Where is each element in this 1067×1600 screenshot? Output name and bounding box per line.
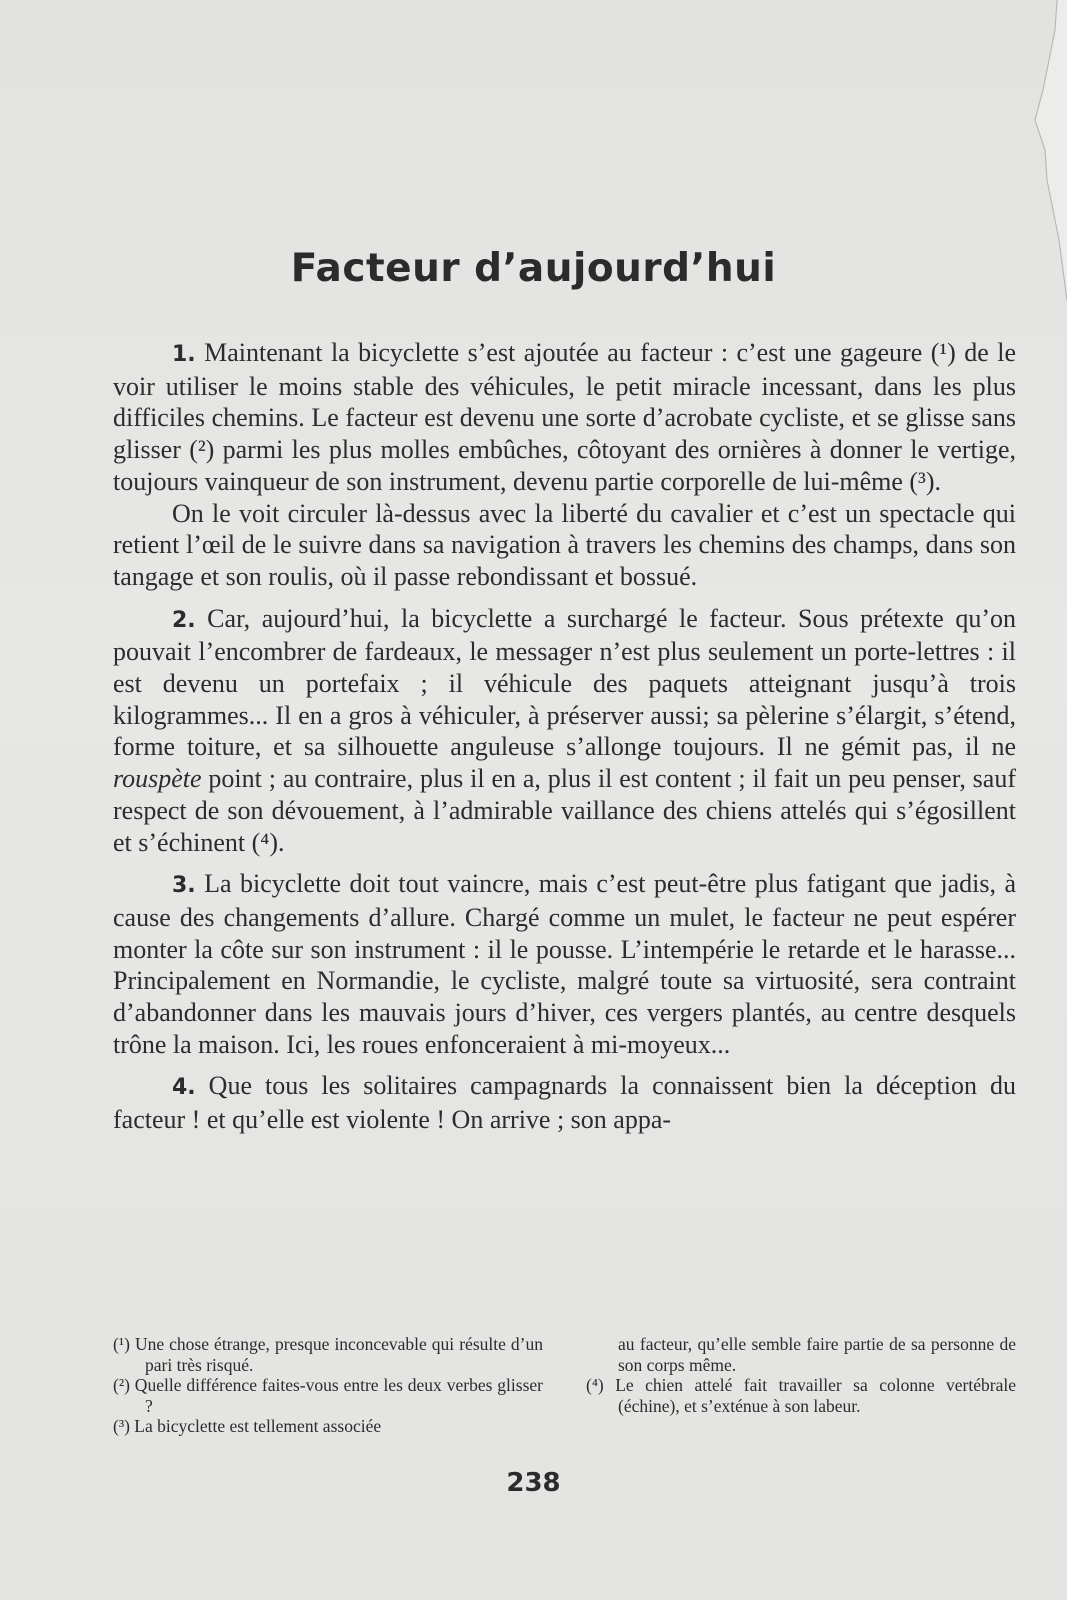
paragraph-3 [113, 868, 1016, 1060]
paragraph-number: 2. [172, 607, 196, 633]
paragraph-text: Car, aujourd’hui, la bicyclette a surchargé le facteur. Sous prétexte qu’on pouvait l’encombrer de fardeaux, le messager n’est plus seulement un porte-lettres : il est devenu un portefaix ; il véhicule des paquets atteignant jusqu’à trois kilogrammes... Il en a gros à véhiculer, à préserver aussi; sa pèlerine s’élargit, s’étend, forme toiture, et sa silhouette anguleuse s’allonge toujours. Il ne gémit pas, il ne [113, 603, 1016, 762]
footnote-1: (¹) Une chose étrange, presque inconcevable qui résulte d’un pari très risqué. [113, 1334, 543, 1375]
paragraph-text: Que tous les solitaires campagnards la connaissent bien la déception du facteur ! et qu’elle est violente ! On arrive ; son appa- [113, 1071, 1016, 1135]
paragraph-number: 4. [172, 1075, 196, 1101]
paragraph-2 [113, 603, 1016, 859]
paragraph-4 [113, 1070, 1016, 1135]
footnotes-right-column [586, 1334, 1016, 1437]
paragraph-1b [113, 498, 1016, 593]
paragraph-number: 3. [172, 873, 196, 899]
paragraph-number: 1. [172, 342, 196, 367]
italic-word: rouspète [113, 764, 202, 794]
paragraph-text: On le voit circuler là-dessus avec la liberté du cavalier et c’est un spectacle qui retient l’œil de le suivre dans sa navigation à travers les chemins des champs, dans son tangage et son roulis, où il passe rebondissant et bossué. [113, 498, 1016, 591]
paragraph-text: Maintenant la bicyclette s’est ajoutée au facteur : c’est une gageure (¹) de le voir utiliser le moins stable des véhicules, le petit miracle incessant, dans les plus difficiles chemins. Le facteur est devenu une sorte d’acrobate cycliste, et se glisse sans glisser (²) parmi les plus molles embûches, côtoyant des ornières à donner le vertige, toujours vainqueur de son instrument, devenu partie corporelle de lui-même (³). [113, 338, 1016, 496]
footnote-4: (⁴) Le chien attelé fait travailler sa colonne vertébrale (échine), et s’exténue à son labeur. [586, 1375, 1016, 1416]
page-title: Facteur d’aujourd’hui [290, 246, 777, 291]
footnote-3: (³) La bicyclette est tellement associée [113, 1416, 382, 1436]
footnotes [113, 1334, 1016, 1437]
page-number: 238 [506, 1468, 561, 1498]
paragraph-text: La bicyclette doit tout vaincre, mais c’est peut-être plus fatigant que jadis, à cause des changements d’allure. Chargé comme un mulet, le facteur ne peut espérer monter la côte sur son instrument : il le pousse. L’intempérie le retarde et le harasse... Principalement en Normandie, le cycliste, malgré toute sa virtuosité, sera contraint d’abandonner dans les mauvais jours d’hiver, ces vergers plantés, au centre desquels trône la maison. Ici, les roues enfonceraient à mi-moyeux... [113, 869, 1016, 1059]
footnote-3-continuation: au facteur, qu’elle semble faire partie de sa personne de son corps même. [618, 1334, 1016, 1375]
footnote-2: (²) Quelle différence faites-vous entre les deux verbes glisser ? [113, 1375, 543, 1416]
paragraph-1 [113, 337, 1016, 498]
body-text [113, 337, 1016, 1136]
footnotes-left-column [113, 1334, 543, 1437]
paragraph-text: point ; au contraire, plus il en a, plus il est content ; il fait un peu penser, sauf respect de son dévouement, à l’admirable vaillance des chiens attelés qui s’égosillent et s’échinent (⁴). [113, 764, 1016, 857]
